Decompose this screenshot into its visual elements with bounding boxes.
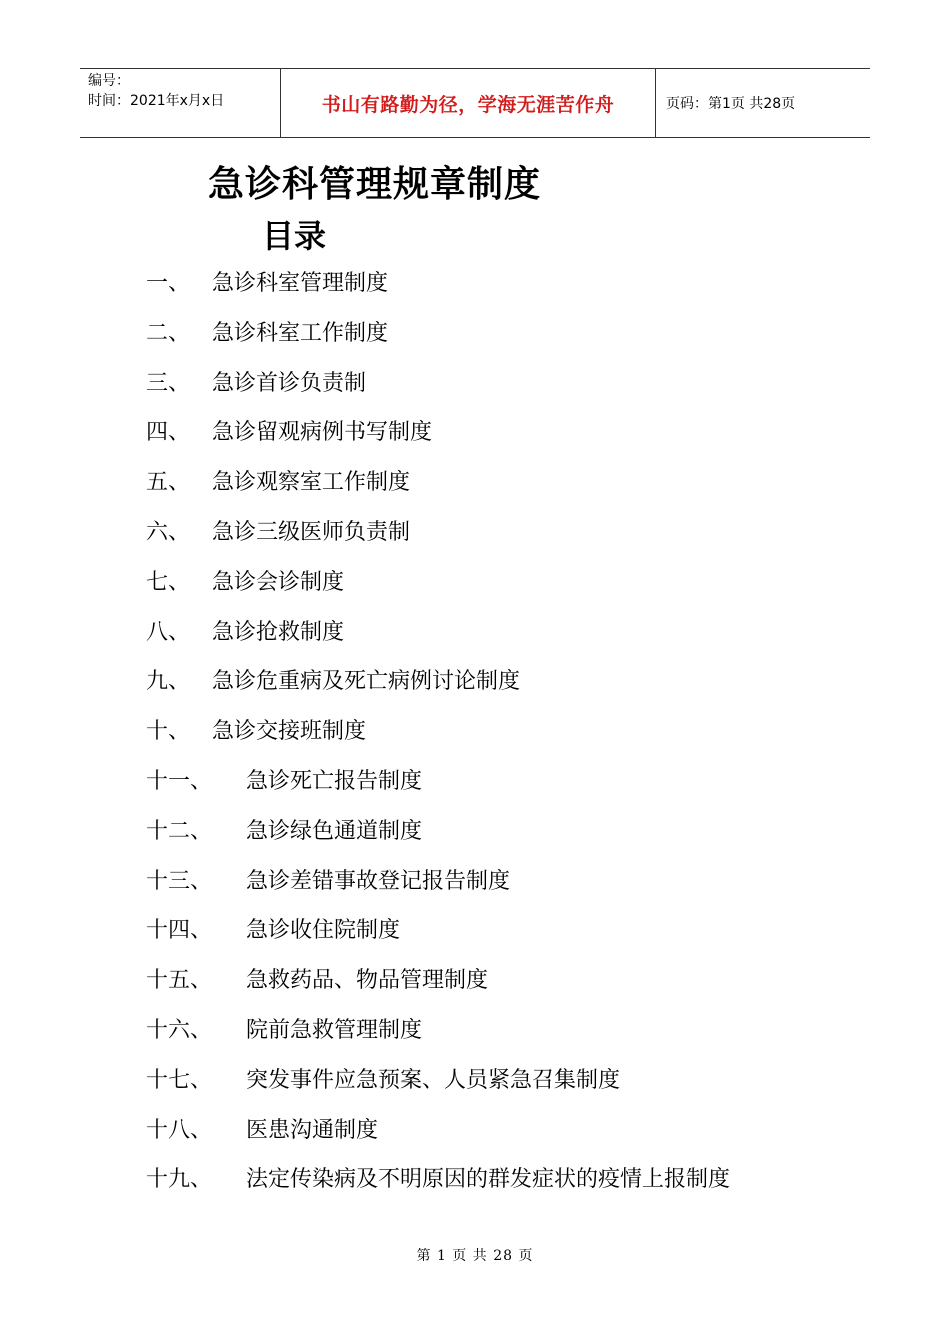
toc-item-number: 三、 (146, 371, 191, 396)
toc-item-title: 急诊首诊负责制 (212, 371, 367, 396)
toc-item-title: 急诊差错事故登记报告制度 (246, 869, 511, 894)
document-time-label: 时间：2021年x月x日 (88, 93, 225, 109)
toc-item-number: 七、 (146, 570, 191, 595)
toc-item-title: 医患沟通制度 (246, 1118, 379, 1143)
toc-item-number: 十、 (146, 719, 191, 744)
toc-item-title: 急诊绿色通道制度 (246, 819, 423, 844)
toc-item-number: 八、 (146, 620, 191, 645)
toc-item-number: 十七、 (146, 1068, 213, 1093)
document-title: 急诊科管理规章制度 (208, 163, 542, 205)
toc-item-number: 十一、 (146, 769, 213, 794)
toc-item-title: 院前急救管理制度 (246, 1018, 423, 1043)
toc-item-title: 急诊三级医师负责制 (212, 520, 411, 545)
toc-item-number: 一、 (146, 271, 191, 296)
toc-item-title: 急诊收住院制度 (246, 918, 401, 943)
toc-item-title: 急诊科室工作制度 (212, 321, 389, 346)
toc-item-title: 急诊会诊制度 (212, 570, 345, 595)
toc-item-number: 十二、 (146, 819, 213, 844)
toc-item-number: 五、 (146, 470, 191, 495)
toc-item-number: 十六、 (146, 1018, 213, 1043)
toc-item-title: 急诊科室管理制度 (212, 271, 389, 296)
toc-item-title: 法定传染病及不明原因的群发症状的疫情上报制度 (246, 1167, 731, 1192)
toc-item-number: 四、 (146, 420, 191, 445)
toc-item-title: 急诊留观病例书写制度 (212, 420, 433, 445)
toc-item-number: 十四、 (146, 918, 213, 943)
toc-item-number: 六、 (146, 520, 191, 545)
page-footer: 第 1 页 共 28 页 (416, 1248, 534, 1264)
header-page-info: 页码：第1页 共28页 (666, 96, 796, 112)
document-number-label: 编号： (88, 73, 130, 89)
toc-heading: 目录 (262, 217, 327, 255)
toc-item-title: 急救药品、物品管理制度 (246, 968, 489, 993)
toc-item-title: 急诊抢救制度 (212, 620, 345, 645)
toc-item-number: 十八、 (146, 1118, 213, 1143)
toc-item-number: 十五、 (146, 968, 213, 993)
page-header (80, 68, 870, 138)
toc-item-title: 突发事件应急预案、人员紧急召集制度 (246, 1068, 621, 1093)
toc-item-number: 二、 (146, 321, 191, 346)
header-meta (80, 69, 281, 137)
toc-item-title: 急诊观察室工作制度 (212, 470, 411, 495)
toc-item-number: 十三、 (146, 869, 213, 894)
header-motto: 书山有路勤为径，学海无涯苦作舟 (281, 69, 656, 137)
toc-item-title: 急诊死亡报告制度 (246, 769, 423, 794)
toc-item-title: 急诊危重病及死亡病例讨论制度 (212, 669, 521, 694)
toc-item-number: 九、 (146, 669, 191, 694)
toc-item-number: 十九、 (146, 1167, 213, 1192)
toc-item-title: 急诊交接班制度 (212, 719, 367, 744)
